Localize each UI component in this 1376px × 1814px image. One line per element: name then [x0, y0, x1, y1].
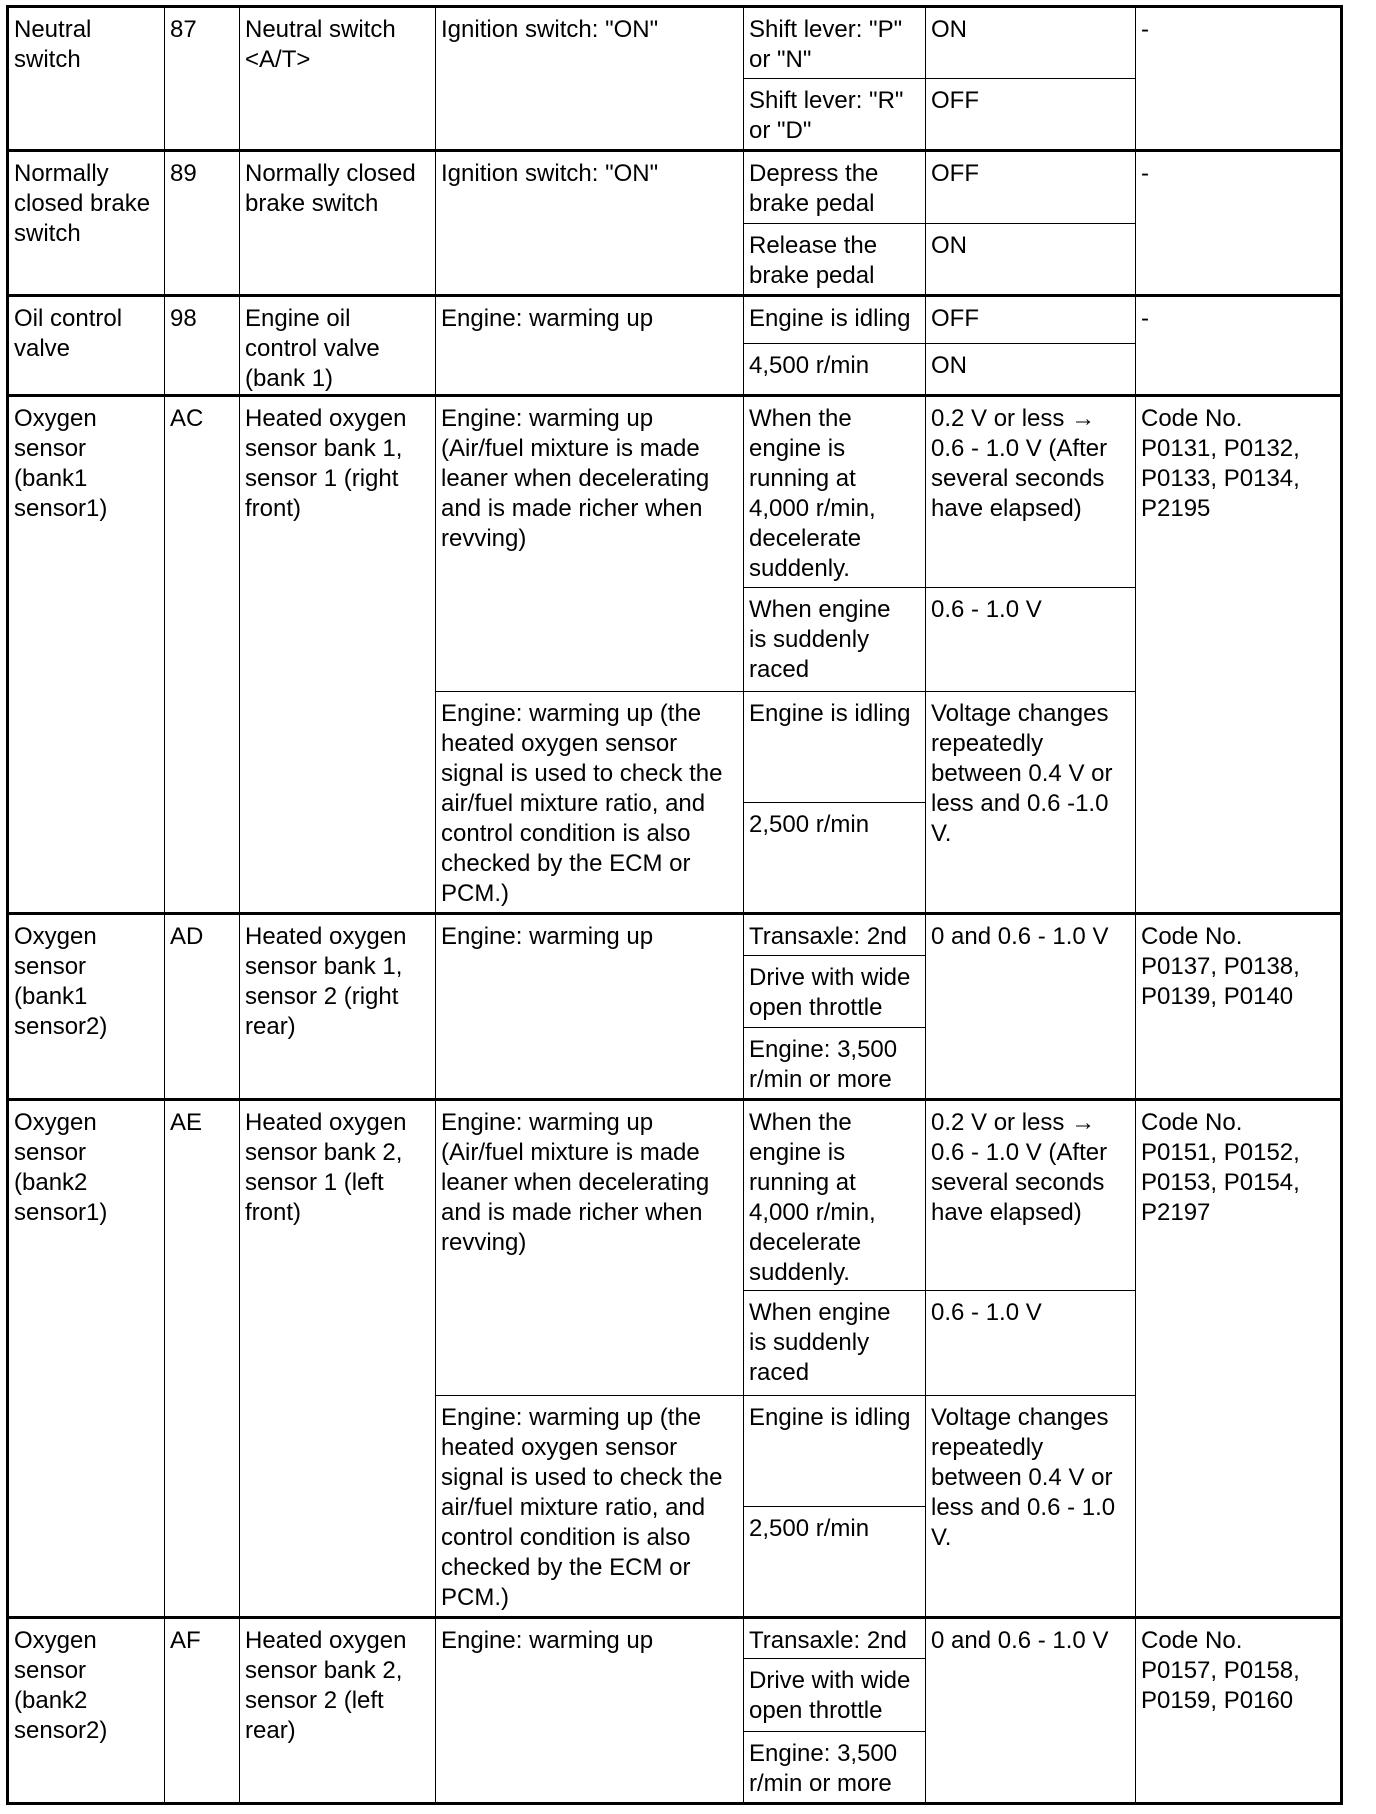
reference-cell: Code No. P0151, P0152, P0153, P0154, P2197 — [1136, 1099, 1342, 1617]
table-row — [8, 1618, 1342, 1659]
sub-condition-cell: Engine: 3,500 r/min or more — [744, 1731, 926, 1803]
sub-condition-cell: When engine is suddenly raced — [744, 587, 926, 691]
value-cell: 0.6 - 1.0 V — [926, 1291, 1136, 1395]
condition-cell: Engine: warming up (the heated oxygen sensor signal is used to check the air/fuel mixture ratio, and control condition is also checked by the ECM or PCM.) — [436, 1395, 744, 1618]
item-cell: Oxygen sensor (bank1 sensor2) — [8, 914, 165, 1099]
sub-condition-cell: Engine is idling — [744, 1395, 926, 1506]
item-cell: Oxygen sensor (bank2 sensor2) — [8, 1618, 165, 1804]
condition-cell: Engine: warming up — [436, 914, 744, 1099]
terminal-cell: AC — [165, 396, 240, 914]
sub-condition-cell: Depress the brake pedal — [744, 151, 926, 223]
description-cell: Heated oxygen sensor bank 2, sensor 1 (left front) — [240, 1099, 436, 1617]
reference-cell: - — [1136, 295, 1342, 395]
value-cell: OFF — [926, 151, 1136, 223]
description-cell: Engine oil control valve (bank 1) — [240, 295, 436, 395]
item-cell: Oil control valve — [8, 295, 165, 395]
terminal-cell: AD — [165, 914, 240, 1099]
table-row — [8, 295, 1342, 343]
sub-condition-cell: When the engine is running at 4,000 r/min, decelerate suddenly. — [744, 1099, 926, 1291]
sub-condition-cell: Engine: 3,500 r/min or more — [744, 1027, 926, 1099]
terminal-cell: 89 — [165, 151, 240, 295]
sub-condition-cell: Engine is idling — [744, 295, 926, 343]
value-cell: Voltage changes repeatedly between 0.4 V or less and 0.6 -1.0 V. — [926, 691, 1136, 914]
sub-condition-cell: Release the brake pedal — [744, 223, 926, 295]
value-cell: ON — [926, 223, 1136, 295]
sub-condition-cell: Transaxle: 2nd — [744, 914, 926, 955]
value-cell: OFF — [926, 295, 1136, 343]
value-cell: ON — [926, 343, 1136, 395]
terminal-cell: AE — [165, 1099, 240, 1617]
reference-cell: - — [1136, 151, 1342, 295]
value-cell: 0 and 0.6 - 1.0 V — [926, 1618, 1136, 1804]
description-cell: Normally closed brake switch — [240, 151, 436, 295]
terminal-check-table — [6, 5, 1343, 1805]
sub-condition-cell: 4,500 r/min — [744, 343, 926, 395]
table-row — [8, 7, 1342, 79]
value-cell: Voltage changes repeatedly between 0.4 V or less and 0.6 - 1.0 V. — [926, 1395, 1136, 1618]
condition-cell: Ignition switch: "ON" — [436, 151, 744, 295]
description-cell: Heated oxygen sensor bank 2, sensor 2 (left rear) — [240, 1618, 436, 1804]
value-cell: ON — [926, 7, 1136, 79]
item-cell: Neutral switch — [8, 7, 165, 151]
description-cell: Neutral switch <A/T> — [240, 7, 436, 151]
sub-condition-cell: Shift lever: "P" or "N" — [744, 7, 926, 79]
condition-cell: Engine: warming up — [436, 295, 744, 395]
value-cell: 0.2 V or less → 0.6 - 1.0 V (After several seconds have elapsed) — [926, 1099, 1136, 1291]
table-row — [8, 1099, 1342, 1291]
terminal-cell: 87 — [165, 7, 240, 151]
terminal-cell: AF — [165, 1618, 240, 1804]
table-row — [8, 914, 1342, 955]
sub-condition-cell: Shift lever: "R" or "D" — [744, 79, 926, 151]
condition-cell: Engine: warming up — [436, 1618, 744, 1804]
sub-condition-cell: Transaxle: 2nd — [744, 1618, 926, 1659]
item-cell: Oxygen sensor (bank2 sensor1) — [8, 1099, 165, 1617]
value-cell: OFF — [926, 79, 1136, 151]
sub-condition-cell: When engine is suddenly raced — [744, 1291, 926, 1395]
table-row — [8, 151, 1342, 223]
item-cell: Normally closed brake switch — [8, 151, 165, 295]
condition-cell: Engine: warming up (Air/fuel mixture is made leaner when decelerating and is made richer when revving) — [436, 396, 744, 692]
condition-cell: Engine: warming up (Air/fuel mixture is made leaner when decelerating and is made richer when revving) — [436, 1099, 744, 1395]
value-cell: 0 and 0.6 - 1.0 V — [926, 914, 1136, 1099]
terminal-cell: 98 — [165, 295, 240, 395]
sub-condition-cell: Drive with wide open throttle — [744, 1659, 926, 1731]
description-cell: Heated oxygen sensor bank 1, sensor 2 (right rear) — [240, 914, 436, 1099]
sub-condition-cell: 2,500 r/min — [744, 803, 926, 914]
value-cell: 0.2 V or less → 0.6 - 1.0 V (After several seconds have elapsed) — [926, 396, 1136, 588]
reference-cell: Code No. P0157, P0158, P0159, P0160 — [1136, 1618, 1342, 1804]
reference-cell: - — [1136, 7, 1342, 151]
condition-cell: Ignition switch: "ON" — [436, 7, 744, 151]
reference-cell: Code No. P0137, P0138, P0139, P0140 — [1136, 914, 1342, 1099]
reference-cell: Code No. P0131, P0132, P0133, P0134, P2195 — [1136, 396, 1342, 914]
sub-condition-cell: Engine is idling — [744, 691, 926, 802]
value-cell: 0.6 - 1.0 V — [926, 587, 1136, 691]
table-row — [8, 396, 1342, 588]
item-cell: Oxygen sensor (bank1 sensor1) — [8, 396, 165, 914]
condition-cell: Engine: warming up (the heated oxygen sensor signal is used to check the air/fuel mixture ratio, and control condition is also checked by the ECM or PCM.) — [436, 691, 744, 914]
description-cell: Heated oxygen sensor bank 1, sensor 1 (right front) — [240, 396, 436, 914]
sub-condition-cell: Drive with wide open throttle — [744, 955, 926, 1027]
sub-condition-cell: When the engine is running at 4,000 r/min, decelerate suddenly. — [744, 396, 926, 588]
sub-condition-cell: 2,500 r/min — [744, 1507, 926, 1618]
